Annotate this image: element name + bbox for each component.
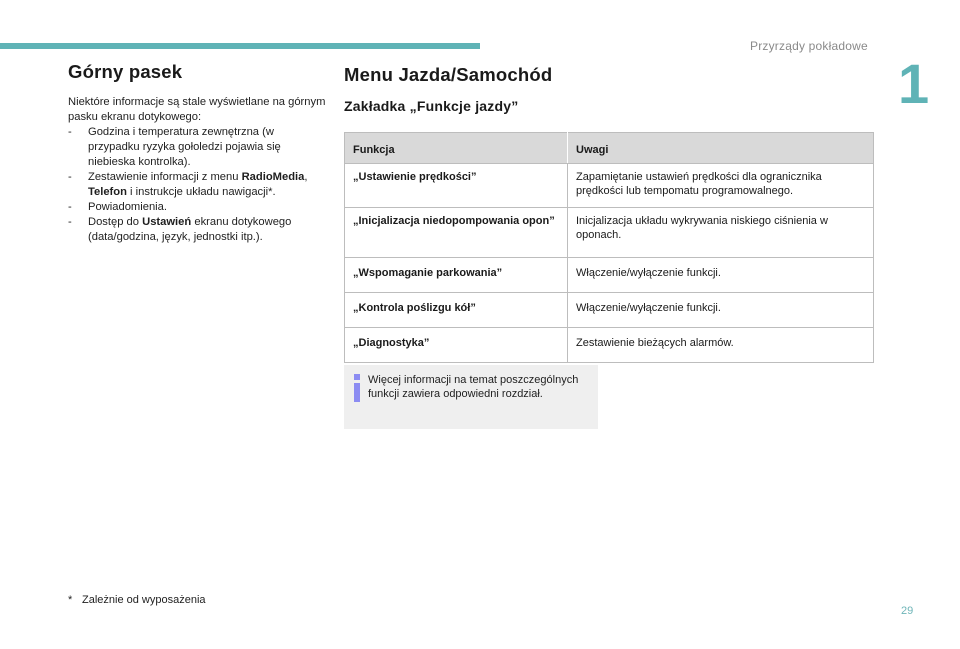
table-header-row — [345, 133, 874, 164]
info-icon — [354, 374, 360, 401]
list-item: - Godzina i temperatura zewnętrzna (w przypadku ryzyka gołoledzi pojawia się niebieska kontrolka). — [68, 126, 281, 168]
section-title: Przyrządy pokładowe — [750, 39, 868, 53]
info-text: Więcej informacji na temat poszczególnych funkcji zawiera odpowiedni rozdział. — [368, 374, 579, 400]
column-header-notes: Uwagi — [568, 133, 874, 164]
table-row: „Kontrola poślizgu kół” Włączenie/wyłączenie funkcji. — [345, 293, 874, 328]
list-item: - Zestawienie informacji z menu RadioMedia, Telefon i instrukcje układu nawigacji*. — [68, 171, 308, 198]
top-bar-heading: Górny pasek — [68, 61, 183, 82]
page-number: 29 — [901, 605, 914, 617]
section-color-bar — [0, 43, 480, 49]
table-row: „Ustawienie prędkości” Zapamiętanie ustawień prędkości dla ogranicznika prędkości lub tempomatu programowalnego. — [345, 164, 874, 208]
chapter-number: 1 — [898, 52, 930, 115]
tab-subheading: Zakładka „Funkcje jazdy” — [344, 98, 519, 114]
footnote — [68, 594, 206, 606]
top-bar-intro: Niektóre informacje są stale wyświetlane na górnym pasku ekranu dotykowego: — [68, 96, 326, 123]
list-item: - Powiadomienia. — [68, 201, 167, 213]
list-item: - Dostęp do Ustawień ekranu dotykowego (data/godzina, język, jednostki itp.). — [68, 216, 292, 243]
top-bar-section — [68, 61, 328, 245]
column-header-function: Funkcja — [345, 133, 568, 164]
functions-table — [344, 132, 874, 363]
footnote-marker: * — [68, 594, 73, 606]
table-row: „Wspomaganie parkowania” Włączenie/wyłączenie funkcji. — [345, 258, 874, 293]
driving-menu-section — [344, 64, 874, 114]
table-row: „Diagnostyka” Zestawienie bieżących alarmów. — [345, 328, 874, 363]
info-box — [344, 365, 598, 429]
footnote-text: Zależnie od wyposażenia — [82, 594, 206, 606]
menu-heading: Menu Jazda/Samochód — [344, 64, 553, 85]
table-row: „Inicjalizacja niedopompowania opon” Inicjalizacja układu wykrywania niskiego ciśnienia w oponach. — [345, 208, 874, 258]
